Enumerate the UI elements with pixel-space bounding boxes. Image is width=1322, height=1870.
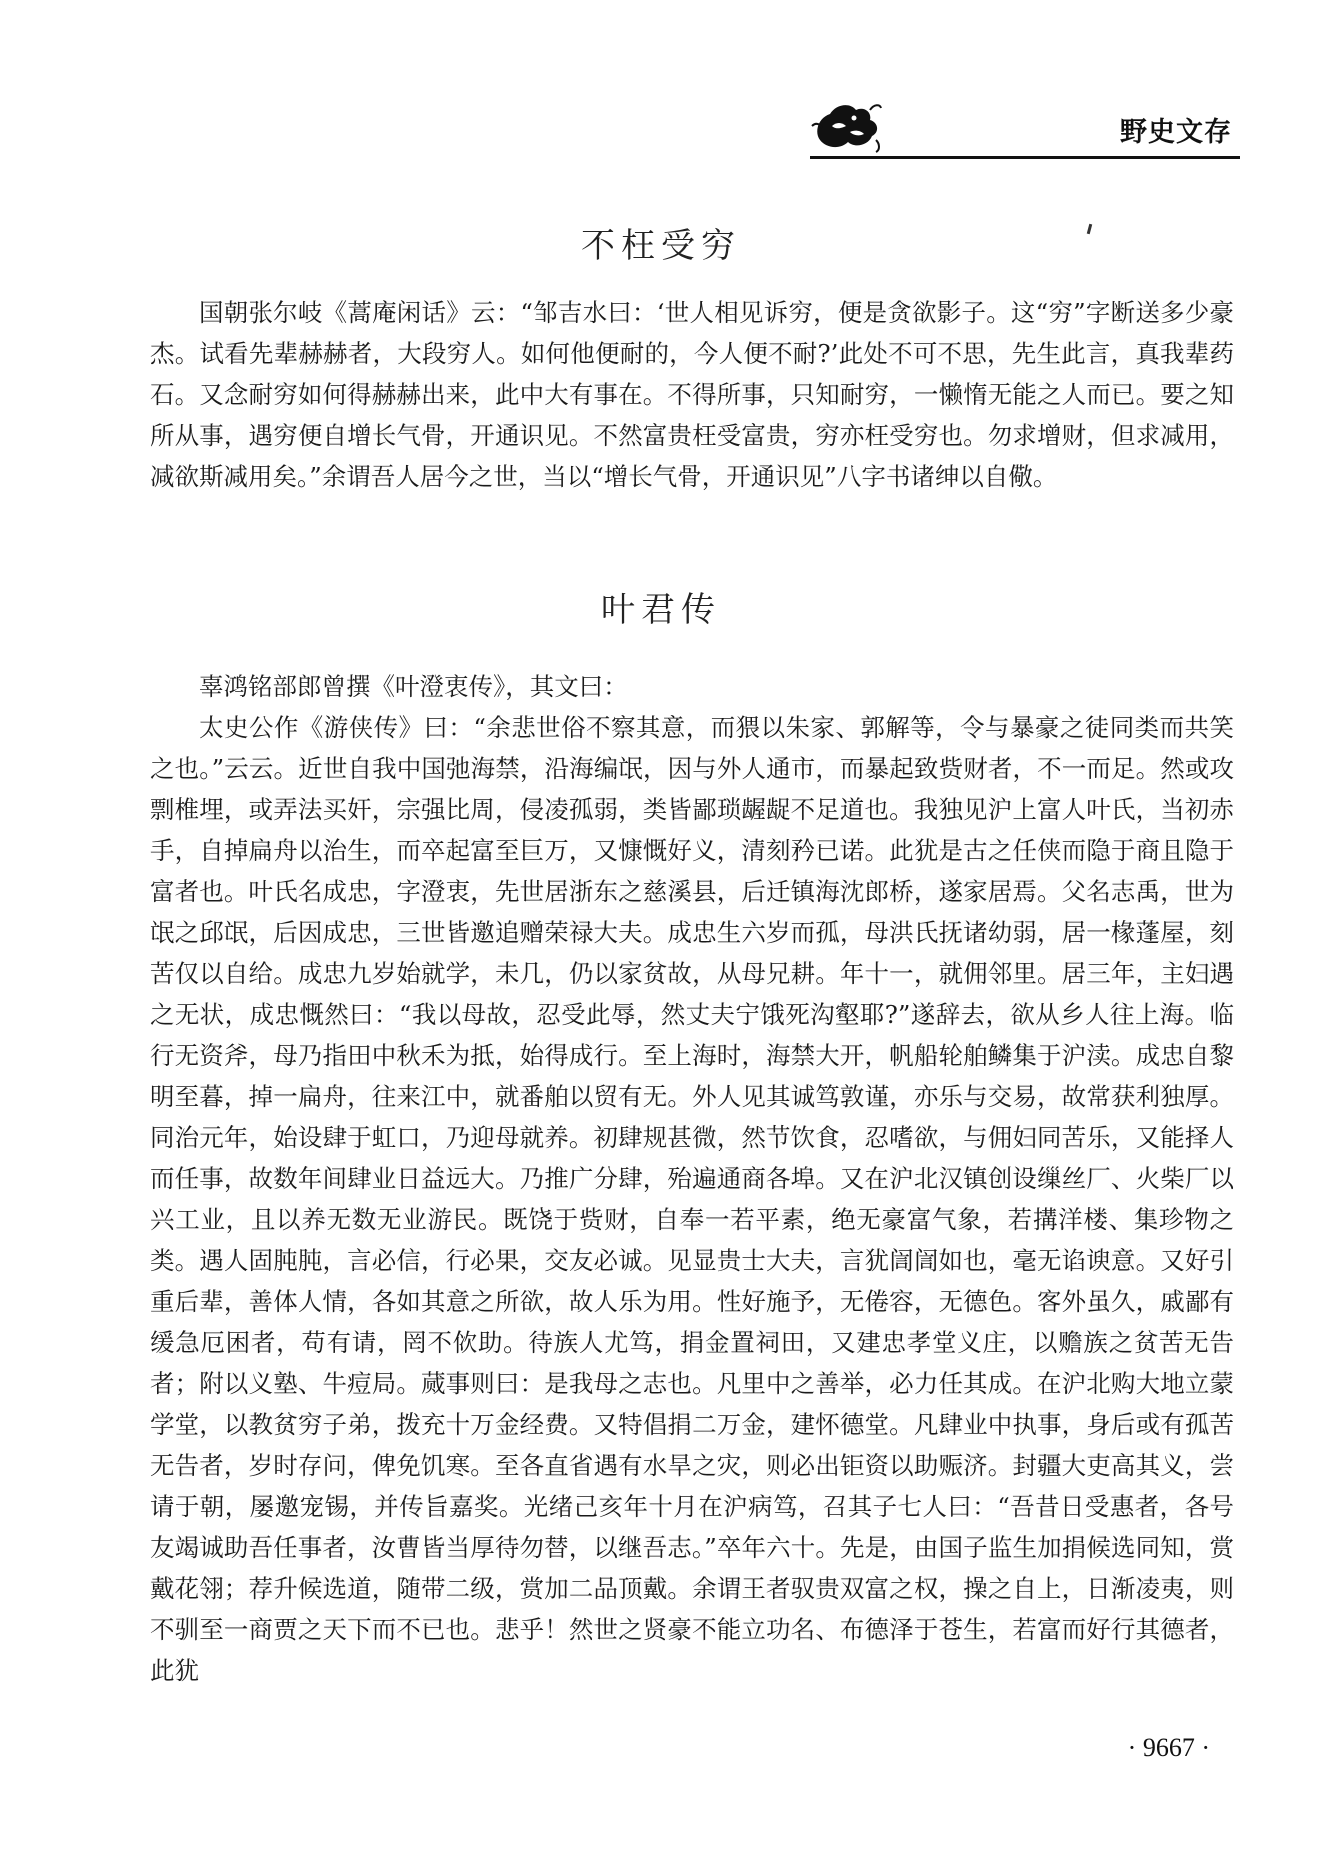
article-title: 不枉受穷 [581,226,741,266]
paragraph: 辜鸿铭部郎曾撰《叶澄衷传》，其文曰： [199,672,628,701]
running-header [810,96,1240,166]
series-title: 野史文存 [1120,117,1232,148]
article-body [150,292,1234,497]
page-number: · 9667 · [1127,1733,1210,1762]
article-body [150,666,1234,1691]
dragon-emblem-icon [810,96,882,154]
header-rule [810,156,1240,159]
article-title: 叶君传 [601,590,721,630]
paragraph: 太史公作《游侠传》曰：“余悲世俗不察其意，而猥以朱家、郭解等，令与暴豪之徒同类而共笑之也。”云云。近世自我中国弛海禁，沿海编氓，因与外人通市，而暴起致赀财者，不一而足。然或攻剽椎埋，或弄法买奸，宗强比周，侵凌孤弱，类皆鄙琐龌龊不足道也。我独见沪上富人叶氏，当初赤手，自掉扁舟以治生，而卒起富至巨万，又慷慨好义，清刻矜已诺。此犹是古之任侠而隐于商且隐于富者也。叶氏名成忠，字澄衷，先世居浙东之慈溪县，后迁镇海沈郎桥，遂家居焉。父名志禹，世为氓之邱氓，后因成忠，三世皆邀追赠荣禄大夫。成忠生六岁而孤，母洪氏抚诸幼弱，居一椽蓬屋，刻苦仅以自给。成忠九岁始就学，未几，仍以家贫故，从母兄耕。年十一，就佣邻里。居三年，主妇遇之无状，成忠慨然曰：“我以母故，忍受此辱，然丈夫宁饿死沟壑耶?”遂辞去，欲从乡人往上海。临行无资斧，母乃指田中秋禾为抵，始得成行。至上海时，海禁大开，帆船轮舶鳞集于沪渎。成忠自黎明至暮，掉一扁舟，往来江中，就番舶以贸有无。外人见其诚笃敦谨，亦乐与交易，故常获利独厚。同治元年，始设肆于虹口，乃迎母就养。初肆规甚微，然节饮食，忍嗜欲，与佣妇同苦乐，又能择人而任事，故数年间肆业日益远大。乃推广分肆，殆遍通商各埠。又在沪北汉镇创设缫丝厂、火柴厂以兴工业，且以养无数无业游民。既饶于赀财，自奉一若平素，绝无豪富气象，若搆洋楼、集珍物之类。遇人固肫肫，言必信，行必果，交友必诚。见显贵士大夫，言犹訚訚如也，毫无谄谀意。又好引重后辈，善体人情，各如其意之所欲，故人乐为用。性好施予，无倦容，无德色。客外虽久，戚鄙有缓急厄困者，苟有请，罔不佽助。待族人尤笃，捐金置祠田，又建忠孝堂义庄，以赡族之贫苦无告者；附以义塾、牛痘局。蒇事则曰：是我母之志也。凡里中之善举，必力任其成。在沪北购大地立蒙学堂，以教贫穷子弟，拨充十万金经费。又特倡捐二万金，建怀德堂。凡肆业中执事，身后或有孤苦无告者，岁时存问，俾免饥寒。至各直省遇有水旱之灾，则必出钜资以助赈济。封疆大吏高其义，尝请于朝，屡邀宠锡，并传旨嘉奖。光绪己亥年十月在沪病笃，召其子七人曰：“吾昔日受惠者，各号友竭诚助吾任事者，汝曹皆当厚待勿替，以继吾志。”卒年六十。先是，由国子监生加捐候选同知，赏戴花翎；荐升候选道，随带二级，赏加二品顶戴。余谓王者驭贵双富之权，操之自上，日渐凌夷，则不驯至一商贾之天下而不已也。悲乎！然世之贤豪不能立功名、布德泽于苍生，若富而好行其德者，此犹 [150,713,1234,1685]
paragraph: 国朝张尔岐《蒿庵闲话》云：“邹吉水曰：‘世人相见诉穷，便是贪欲影子。这“穷”字断送多少豪杰。试看先辈赫赫者，大段穷人。如何他便耐的，今人便不耐?’此处不可不思，先生此言，真我辈药石。又念耐穷如何得赫赫出来，此中大有事在。不得所事，只知耐穷，一懒惰无能之人而已。要之知所从事，遇穷便自增长气骨，开通识见。不然富贵枉受富贵，穷亦枉受穷也。勿求增财，但求减用，减欲斯减用矣。”余谓吾人居今之世，当以“增长气骨，开通识见”八字书诸绅以自儆。 [150,298,1234,491]
